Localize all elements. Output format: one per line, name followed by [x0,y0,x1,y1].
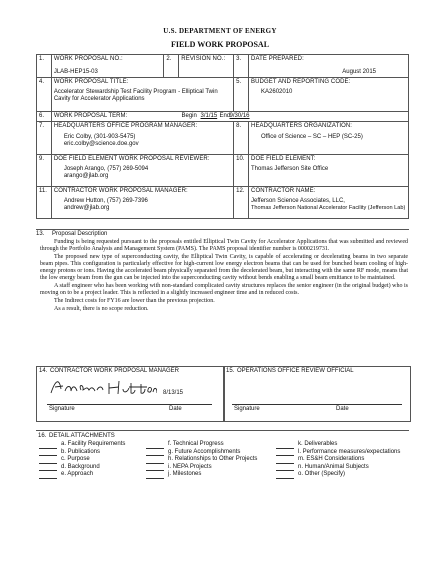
section-num: 14. [39,368,48,374]
field-num: 2. [164,55,179,78]
work-proposal-title-value: Accelerator Stewardship Test Facility Program - Elliptical Twin Cavity for Accelerator Applications [53,89,218,102]
detail-attachments [36,430,409,483]
hq-program-manager-label: HEADQUARTERS OFFICE PROGRAM MANAGER: [53,123,198,129]
checkbox-blank[interactable] [39,443,57,449]
field-num: 8. [234,122,249,155]
section-num: 13. [36,231,45,237]
contractor-name-label: CONTRACTOR NAME: [251,188,316,194]
description-paragraph: Funding is being requested pursuant to the proposals entitled Elliptical Twin Cavity for Accelerator Applications that was submitted and reviewed through the Portfolio Analysis and Management System (PAMS). The PAMS proposal identifier number is 0000219731. [40,239,408,252]
attachment-item: k. Deliverables [276,441,400,449]
attachment-item: o. Other (Specify) [276,471,400,479]
proposal-description-label: Proposal Description [52,231,108,237]
budget-code-value: KA2602010 [261,89,293,95]
section-num: 15. [226,368,235,374]
form-title: FIELD WORK PROPOSAL [170,40,270,49]
hq-organization-value: Office of Science – SC – HEP (SC-25) [261,134,363,140]
attachment-item: n. Human/Animal Subjects [276,464,400,472]
work-proposal-title-label: WORK PROPOSAL TITLE: [53,79,129,85]
field-reviewer-label: DOE FIELD ELEMENT WORK PROPOSAL REVIEWER: [53,156,210,162]
begin-label: Begin [181,113,197,119]
checkbox-blank[interactable] [276,443,294,449]
hq-manager-name: Eric Colby, (301-903-5475) [63,134,136,140]
description-paragraph: The proposed new type of superconducting cavity, the Elliptical Twin Cavity, is capable of accelerating or decelerating beams in two separate beam pipes. This configuration is particularly effective for high-current low energy electron beams that can be used for bunched beam cooling of high-energy protons or ions. Having the accelerated beam physically separated from the decelerated beam, but interacting with the same RF mode, means that the low energy beam from the gun can be injected into the superconducting cavity without bends enabling a small beam emittance to be maintained. [40,254,408,281]
row-hq-program-manager [37,122,409,155]
attachment-item: a. Facility Requirements [39,441,125,449]
row-work-proposal-term [37,112,409,122]
contractor-manager-name: Andrew Hutton, (757) 269-7396 [63,198,148,204]
row-contractor-manager [37,187,409,219]
proposal-info-table [36,54,409,219]
operations-review-label: OPERATIONS OFFICE REVIEW OFFICIAL [237,368,354,374]
attachment-item: i. NEPA Projects [146,464,257,472]
checkbox-blank[interactable] [276,458,294,464]
attachment-item: d. Background [39,464,125,472]
checkbox-blank[interactable] [146,443,164,449]
field-num: 7. [37,122,52,155]
date-label: Date [336,406,349,412]
attachments-column-2 [146,441,257,479]
row-work-proposal-no [37,55,409,78]
end-date: 9/30/16 [229,113,250,119]
proposal-description-body [40,239,408,314]
field-reviewer-name: Joseph Arango, (757) 269-5094 [63,166,149,172]
work-proposal-term-label: WORK PROPOSAL TERM: [53,113,128,119]
attachment-item: h. Relationships to Other Projects [146,456,257,464]
description-paragraph: A staff engineer who has been working with non-standard complicated cavity structures replaces the senior engineer (in the original budget) who is moving on to be a project leader. This is reflected in a slightly increased engineer time and in reduced costs. [40,283,408,296]
field-reviewer-email: arango@jlab.org [63,173,109,179]
attachment-item: m. ES&H Considerations [276,456,400,464]
field-num: 12. [234,187,249,219]
attachment-item: j. Milestones [146,471,257,479]
contractor-manager-label: CONTRACTOR WORK PROPOSAL MANAGER: [53,188,188,194]
attachment-item: f. Technical Progress [146,441,257,449]
begin-date: 3/1/15 [200,113,218,119]
field-num: 3. [234,55,249,78]
attachment-item: b. Publications [39,449,125,457]
hq-manager-email: eric.colby@science.doe.gov [63,141,139,147]
detail-attachments-label: DETAIL ATTACHMENTS [49,433,115,439]
agency-header: U.S. DEPARTMENT OF ENERGY [163,27,277,35]
end-label: End [219,113,231,119]
handwritten-signature [47,375,157,397]
attachment-item: c. Purpose [39,456,125,464]
row-work-proposal-title [37,78,409,112]
contractor-name-line2: Thomas Jefferson National Accelerator Facility (Jefferson Lab) [251,205,406,211]
date-prepared-value: August 2015 [342,69,376,75]
date-prepared-label: DATE PREPARED: [251,56,304,62]
checkbox-blank[interactable] [39,473,57,479]
signature-label: Signature [49,406,75,412]
signature-line [232,404,402,405]
attachment-item: g. Future Accomplishments [146,449,257,457]
description-paragraph: The Indirect costs for FY16 are lower than the previous projection. [54,298,215,304]
field-element-value: Thomas Jefferson Site Office [251,166,329,172]
revision-no-label: REVISION NO.: [181,56,226,62]
attachments-column-1 [39,441,125,479]
contractor-name-line1: Jefferson Science Associates, LLC, [251,198,345,204]
field-num: 6. [37,112,52,122]
field-num: 5. [234,78,249,112]
signature-label: Signature [234,406,260,412]
work-proposal-no-value: JLAB-HEP15-03 [53,69,98,75]
field-num: 10. [234,155,249,187]
signature-line [47,404,212,405]
section-num: 16. [38,433,47,439]
field-element-label: DOE FIELD ELEMENT: [251,156,316,162]
field-num: 1. [37,55,52,78]
proposal-description-header [36,229,409,237]
attachment-item: l. Performance measures/expectations [276,449,400,457]
attachment-item: e. Approach [39,471,125,479]
work-proposal-no-label: WORK PROPOSAL NO.: [53,56,123,62]
contractor-manager-email: andrew@jlab.org [63,205,110,211]
date-label: Date [169,406,182,412]
budget-code-label: BUDGET AND REPORTING CODE: [251,79,351,85]
contractor-signature-label: CONTRACTOR WORK PROPOSAL MANAGER [50,368,180,374]
row-field-element-reviewer [37,155,409,187]
checkbox-blank[interactable] [146,458,164,464]
field-num: 4. [37,78,52,112]
checkbox-blank[interactable] [39,458,57,464]
checkbox-blank[interactable] [146,473,164,479]
field-num: 9. [37,155,52,187]
field-num: 11. [37,187,52,219]
contractor-signature-date: 8/13/15 [163,390,184,396]
hq-organization-label: HEADQUARTERS ORGANIZATION: [251,123,353,129]
operations-review-block [223,366,411,422]
attachments-column-3 [276,441,400,479]
description-paragraph: As a result, there is no scope reduction. [54,306,149,312]
contractor-signature-block [36,366,225,422]
checkbox-blank[interactable] [276,473,294,479]
